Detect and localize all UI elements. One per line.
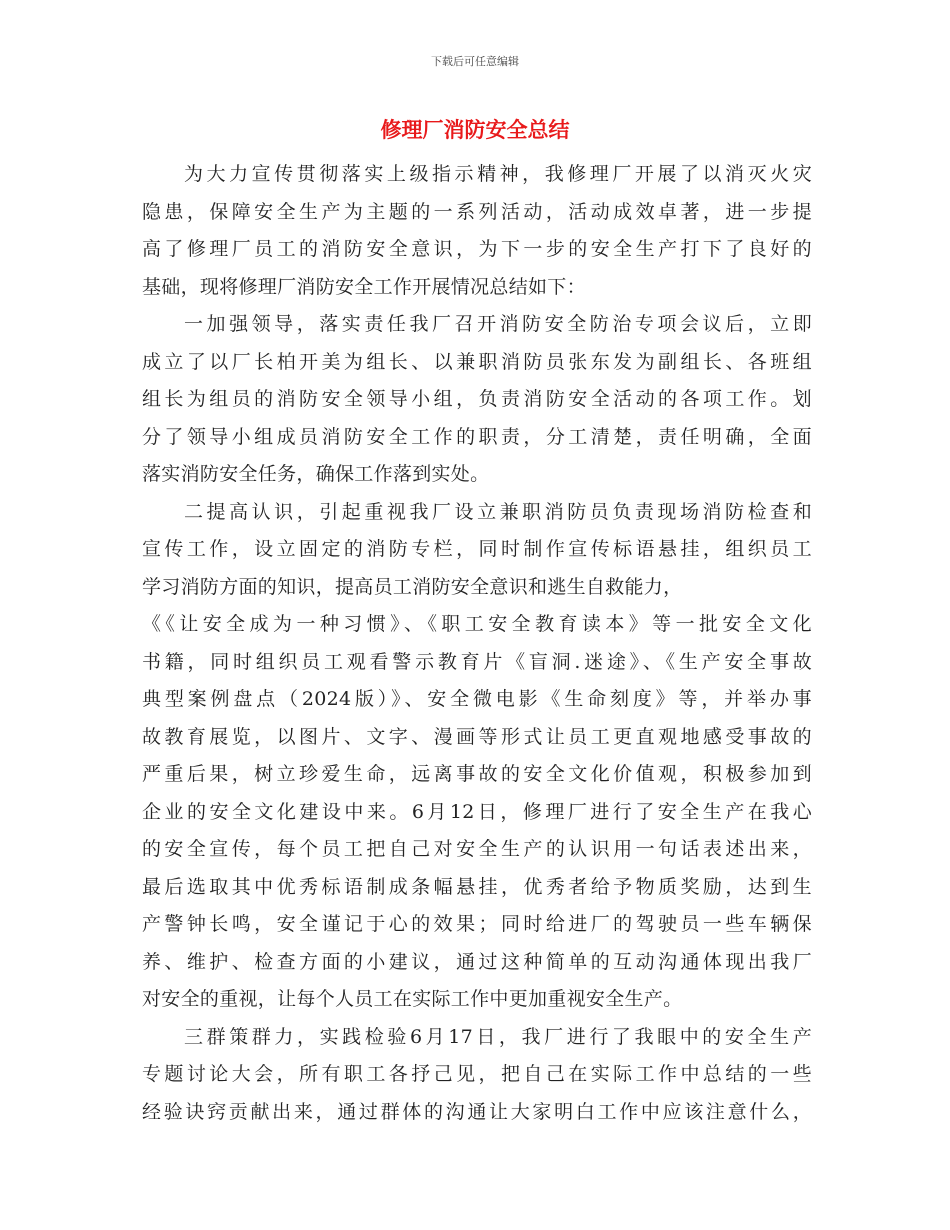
body-text-line: 分了领导小组成员消防安全工作的职责，分工清楚，责任明确，全面 bbox=[142, 425, 812, 448]
body-text-line: 最后选取其中优秀标语制成条幅悬挂，优秀者给予物质奖励，达到生 bbox=[142, 875, 812, 898]
body-text-line: 为大力宣传贯彻落实上级指示精神，我修理厂开展了以消灭火灾 bbox=[184, 163, 812, 185]
body-text-line: 故教育展览，以图片、文字、漫画等形式让员工更直观地感受事故的 bbox=[142, 725, 812, 748]
body-text-line: 的安全宣传，每个员工把自己对安全生产的认识用一句话表述出来， bbox=[142, 838, 812, 860]
body-text-line: 一加强领导，落实责任我厂召开消防安全防治专项会议后，立即 bbox=[184, 313, 812, 335]
body-text-line: 基础，现将修理厂消防安全工作开展情况总结如下： bbox=[142, 275, 586, 298]
body-text-line: 二提高认识，引起重视我厂设立兼职消防员负责现场消防检查和 bbox=[184, 500, 812, 523]
body-text-line: 隐患，保障安全生产为主题的一系列活动，活动成效卓著，进一步提 bbox=[142, 200, 812, 223]
body-text-line: 落实消防安全任务，确保工作落到实处。 bbox=[142, 463, 490, 485]
body-text-line: 对安全的重视，让每个人员工在实际工作中更加重视安全生产。 bbox=[142, 988, 683, 1010]
body-text-line: 书籍，同时组织员工观看警示教育片《盲洞.迷途》、《生产安全事故 bbox=[142, 650, 812, 673]
body-text-line: 宣传工作，设立固定的消防专栏，同时制作宣传标语悬挂，组织员工 bbox=[142, 538, 812, 560]
page-header-note: 下载后可任意编辑 bbox=[431, 55, 519, 68]
body-text-line: 严重后果，树立珍爱生命，远离事故的安全文化价值观，积极参加到 bbox=[142, 763, 812, 785]
body-text-line: 三群策群力，实践检验6月17日，我厂进行了我眼中的安全生产 bbox=[184, 1025, 812, 1048]
body-text-line: 典型案例盘点（2024版）》、安全微电影《生命刻度》等，并举办事 bbox=[142, 688, 812, 710]
body-text-line: 高了修理厂员工的消防安全意识，为下一步的安全生产打下了良好的 bbox=[142, 238, 812, 260]
body-text-line: 养、维护、检查方面的小建议，通过这种简单的互动沟通体现出我厂 bbox=[142, 950, 812, 973]
body-text-line: 组长为组员的消防安全领导小组，负责消防安全活动的各项工作。划 bbox=[142, 388, 812, 410]
document-title: 修理厂消防安全总结 bbox=[380, 118, 570, 142]
body-text-line: 成立了以厂长柏开美为组长、以兼职消防员张东发为副组长、各班组 bbox=[142, 350, 812, 373]
body-text-line: 《《让安全成为一种习惯》、《职工安全教育读本》等一批安全文化 bbox=[142, 613, 812, 635]
document-body bbox=[142, 156, 812, 1131]
body-text-line: 学习消防方面的知识，提高员工消防安全意识和逃生自救能力， bbox=[142, 575, 683, 598]
body-text-line: 产警钟长鸣，安全谨记于心的效果；同时给进厂的驾驶员一些车辆保 bbox=[142, 913, 812, 935]
body-text-line: 专题讨论大会，所有职工各抒己见，把自己在实际工作中总结的一些 bbox=[142, 1063, 812, 1085]
body-text-line: 企业的安全文化建设中来。6月12日，修理厂进行了安全生产在我心 bbox=[142, 800, 812, 823]
body-text-line: 经验诀窍贡献出来，通过群体的沟通让大家明白工作中应该注意什么， bbox=[142, 1100, 812, 1123]
